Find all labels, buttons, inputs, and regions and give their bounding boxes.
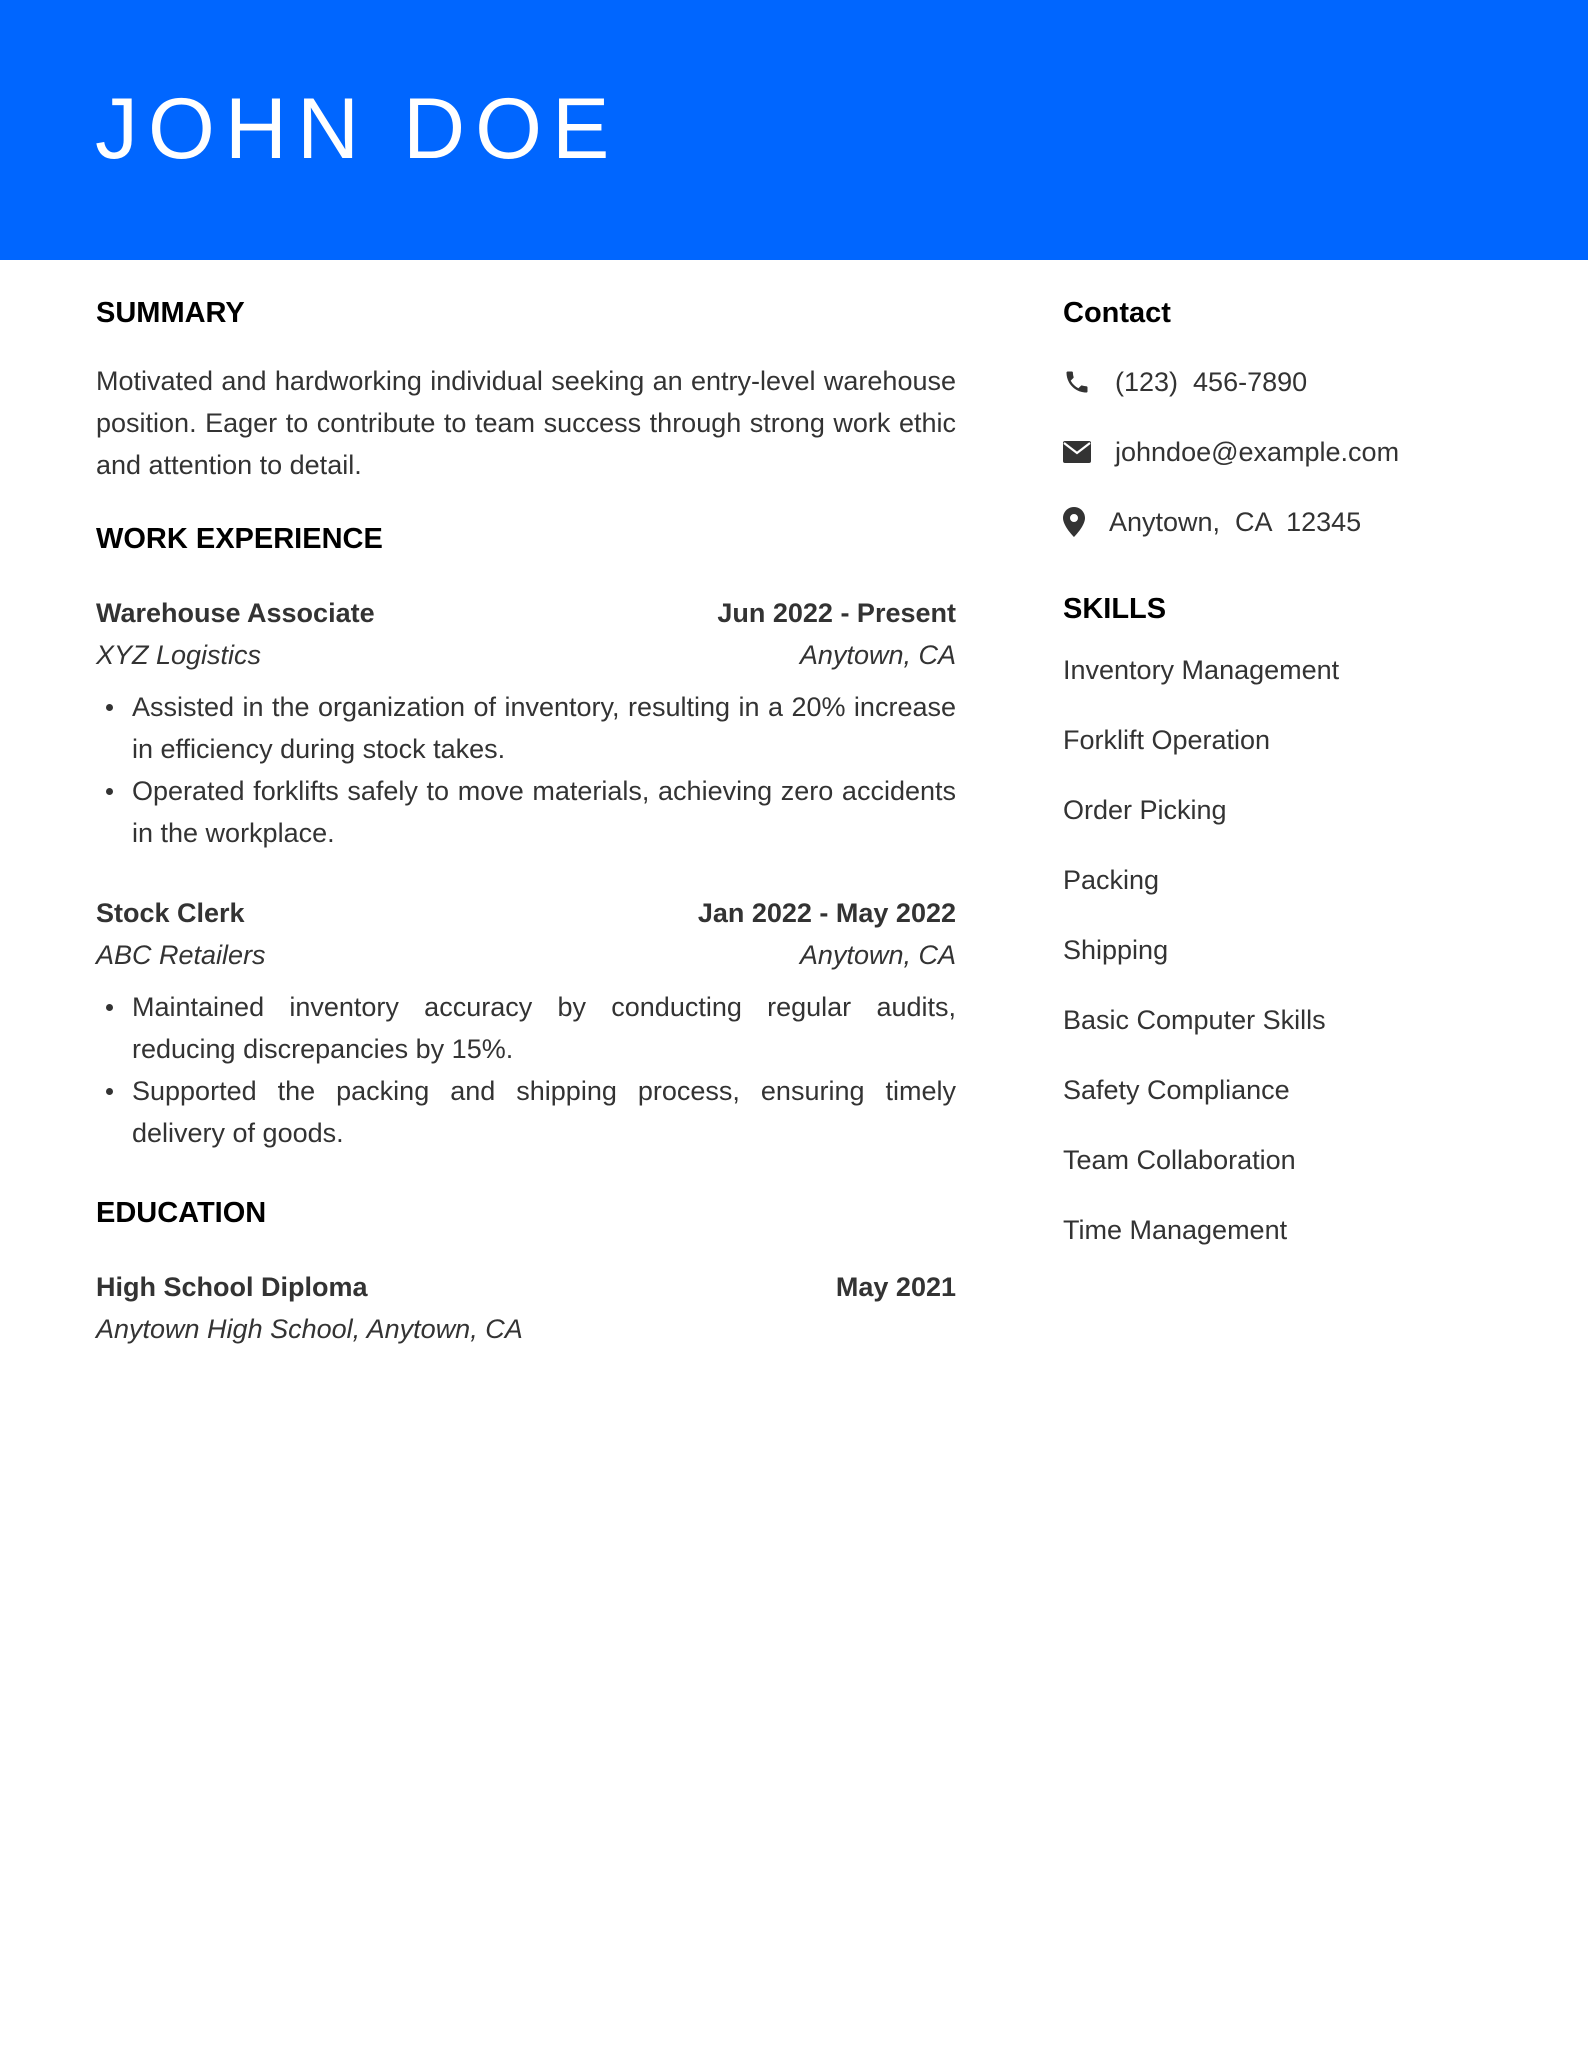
summary-section bbox=[96, 294, 956, 486]
summary-title: SUMMARY bbox=[96, 297, 245, 329]
header-banner bbox=[0, 0, 1588, 260]
job-company: XYZ Logistics bbox=[96, 640, 262, 670]
job-bullet: Supported the packing and shipping process, ensuring timely delivery of goods. bbox=[132, 1070, 956, 1154]
job-header-row bbox=[96, 892, 956, 934]
education-section bbox=[96, 1194, 956, 1350]
contact-title: Contact bbox=[1063, 297, 1171, 329]
work-experience-section bbox=[96, 520, 956, 1154]
job-entry bbox=[96, 892, 956, 1154]
job-location: Anytown, CA bbox=[799, 940, 956, 970]
job-company: ABC Retailers bbox=[96, 940, 266, 970]
job-role: Warehouse Associate bbox=[96, 598, 375, 628]
skill-item: Forklift Operation bbox=[1063, 725, 1271, 755]
person-name: JOHN DOE bbox=[95, 81, 620, 177]
education-school: Anytown High School, Anytown, CA bbox=[96, 1314, 523, 1344]
skill-item: Inventory Management bbox=[1063, 655, 1340, 685]
skills-list bbox=[1063, 650, 1523, 1250]
skills-section bbox=[1063, 590, 1523, 1250]
job-location: Anytown, CA bbox=[799, 640, 956, 670]
job-bullet: Assisted in the organization of inventory, resulting in a 20% increase in efficiency during stock takes. bbox=[132, 686, 956, 770]
job-dates: Jun 2022 - Present bbox=[717, 598, 956, 628]
job-dates: Jan 2022 - May 2022 bbox=[697, 898, 956, 928]
job-role: Stock Clerk bbox=[96, 898, 245, 928]
job-bullet: Operated forklifts safely to move materials, achieving zero accidents in the workplace. bbox=[132, 770, 956, 854]
job-bullet: Maintained inventory accuracy by conducting regular audits, reducing discrepancies by 15%. bbox=[132, 986, 956, 1070]
phone-icon bbox=[1063, 365, 1097, 399]
job-bullets bbox=[96, 686, 956, 854]
skill-item: Shipping bbox=[1063, 935, 1169, 965]
job-company-row bbox=[96, 634, 956, 676]
contact-email bbox=[1063, 432, 1523, 472]
skill-item: Basic Computer Skills bbox=[1063, 1005, 1326, 1035]
contact-phone bbox=[1063, 362, 1523, 402]
map-marker-icon bbox=[1063, 505, 1091, 539]
job-company-row bbox=[96, 934, 956, 976]
job-entry bbox=[96, 592, 956, 854]
skill-item: Order Picking bbox=[1063, 795, 1227, 825]
skill-item: Time Management bbox=[1063, 1215, 1288, 1245]
skill-item: Safety Compliance bbox=[1063, 1075, 1290, 1105]
skills-title: SKILLS bbox=[1063, 593, 1167, 625]
education-date: May 2021 bbox=[835, 1272, 956, 1302]
contact-location-text: Anytown, CA 12345 bbox=[1109, 506, 1362, 537]
envelope-icon bbox=[1063, 435, 1097, 469]
education-title: EDUCATION bbox=[96, 1197, 267, 1229]
job-header-row bbox=[96, 592, 956, 634]
job-bullets bbox=[96, 986, 956, 1154]
education-header-row bbox=[96, 1266, 956, 1308]
contact-section bbox=[1063, 294, 1523, 542]
education-entry bbox=[96, 1266, 956, 1350]
contact-phone-text: (123) 456-7890 bbox=[1115, 366, 1308, 397]
skill-item: Packing bbox=[1063, 865, 1160, 895]
work-experience-title: WORK EXPERIENCE bbox=[96, 523, 383, 555]
sidebar-column bbox=[1063, 294, 1523, 1280]
summary-text: Motivated and hardworking individual seeking an entry-level warehouse position. Eager to contribute to team success through strong work ethic and attention to detail. bbox=[96, 366, 956, 480]
education-school-row bbox=[96, 1308, 956, 1350]
main-column bbox=[96, 294, 956, 1350]
contact-list bbox=[1063, 362, 1523, 542]
education-degree: High School Diploma bbox=[96, 1272, 368, 1302]
skill-item: Team Collaboration bbox=[1063, 1145, 1296, 1175]
contact-email-text: johndoe@example.com bbox=[1115, 436, 1400, 467]
contact-location bbox=[1063, 502, 1523, 542]
